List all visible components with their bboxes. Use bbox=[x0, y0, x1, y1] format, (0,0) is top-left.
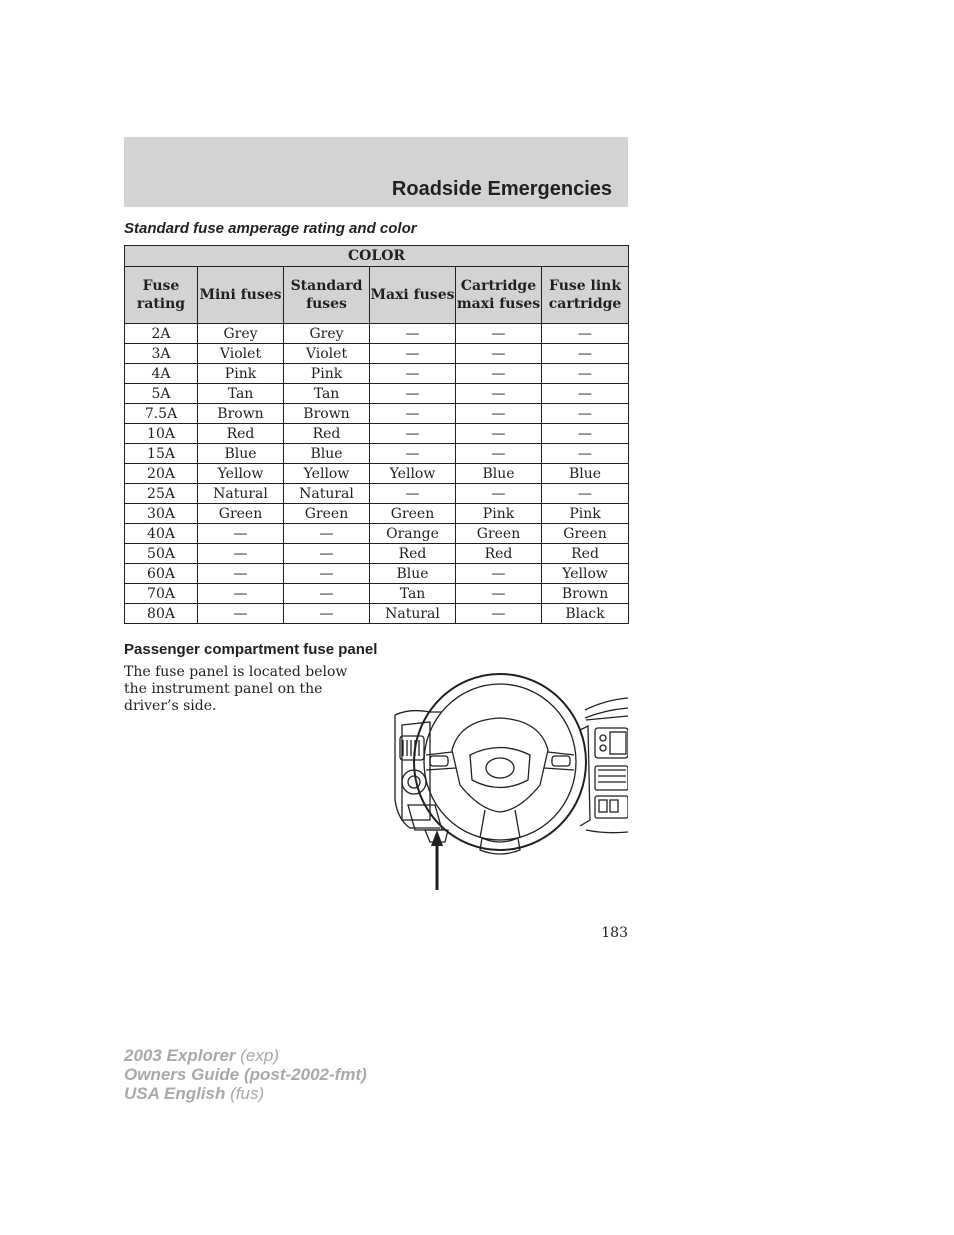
footer-guide: Owners Guide (post-2002-fmt) bbox=[124, 1065, 367, 1084]
table-cell: — bbox=[198, 584, 284, 604]
table-row bbox=[125, 364, 629, 384]
table-cell: — bbox=[542, 484, 629, 504]
table-row bbox=[125, 484, 629, 504]
table-cell: — bbox=[456, 364, 542, 384]
table-cell: 50A bbox=[125, 544, 198, 564]
table-cell: — bbox=[198, 544, 284, 564]
footer-line-2 bbox=[124, 1065, 367, 1084]
table-cell: Tan bbox=[284, 384, 370, 404]
table-cell: Natural bbox=[370, 604, 456, 624]
table-cell: 60A bbox=[125, 564, 198, 584]
table-cell: Red bbox=[198, 424, 284, 444]
table-row bbox=[125, 384, 629, 404]
table-row bbox=[125, 324, 629, 344]
table-cell: — bbox=[370, 404, 456, 424]
column-header: Standard fuses bbox=[284, 267, 370, 324]
table-cell: — bbox=[284, 564, 370, 584]
table-cell: — bbox=[542, 404, 629, 424]
table-cell: 20A bbox=[125, 464, 198, 484]
table-cell: Pink bbox=[284, 364, 370, 384]
table-cell: 25A bbox=[125, 484, 198, 504]
table-row bbox=[125, 464, 629, 484]
table-cell: — bbox=[542, 424, 629, 444]
table-row bbox=[125, 344, 629, 364]
table-cell: — bbox=[370, 384, 456, 404]
table-cell: 40A bbox=[125, 524, 198, 544]
table-cell: Green bbox=[542, 524, 629, 544]
table-cell: Red bbox=[284, 424, 370, 444]
table-cell: Yellow bbox=[370, 464, 456, 484]
column-header: Cartridge maxi fuses bbox=[456, 267, 542, 324]
table-cell: — bbox=[198, 604, 284, 624]
table-cell: — bbox=[456, 424, 542, 444]
table-cell: Blue bbox=[542, 464, 629, 484]
color-header: COLOR bbox=[125, 246, 629, 267]
fuse-color-table bbox=[124, 245, 629, 624]
table-cell: Orange bbox=[370, 524, 456, 544]
table-cell: Red bbox=[456, 544, 542, 564]
footer-model: 2003 Explorer bbox=[124, 1046, 236, 1065]
table-cell: 80A bbox=[125, 604, 198, 624]
table-row bbox=[125, 504, 629, 524]
panel-description: The fuse panel is located below the instrument panel on the driver’s side. bbox=[124, 664, 348, 714]
table-cell: — bbox=[198, 524, 284, 544]
table-cell: Violet bbox=[284, 344, 370, 364]
table-cell: — bbox=[456, 344, 542, 364]
table-cell: Natural bbox=[284, 484, 370, 504]
table-cell: 7.5A bbox=[125, 404, 198, 424]
table-row bbox=[125, 444, 629, 464]
table-cell: — bbox=[542, 384, 629, 404]
column-header: Mini fuses bbox=[198, 267, 284, 324]
table-cell: Yellow bbox=[284, 464, 370, 484]
table-cell: — bbox=[456, 584, 542, 604]
section-header-band bbox=[124, 137, 628, 207]
table-cell: 2A bbox=[125, 324, 198, 344]
column-header: Maxi fuses bbox=[370, 267, 456, 324]
section-title: Roadside Emergencies bbox=[391, 178, 612, 200]
table-cell: — bbox=[456, 384, 542, 404]
table-cell: — bbox=[456, 604, 542, 624]
page-number: 183 bbox=[601, 925, 628, 941]
table-cell: 70A bbox=[125, 584, 198, 604]
table-cell: — bbox=[456, 444, 542, 464]
table-cell: Blue bbox=[284, 444, 370, 464]
table-cell: 30A bbox=[125, 504, 198, 524]
table-cell: — bbox=[542, 444, 629, 464]
table-cell: Grey bbox=[284, 324, 370, 344]
table-cell: Red bbox=[370, 544, 456, 564]
table-cell: 5A bbox=[125, 384, 198, 404]
table-cell: Green bbox=[198, 504, 284, 524]
table-cell: 3A bbox=[125, 344, 198, 364]
footer-language-code: (fus) bbox=[230, 1084, 265, 1103]
footer-line-3 bbox=[124, 1084, 367, 1103]
steering-wheel-illustration bbox=[390, 670, 628, 892]
table-cell: 15A bbox=[125, 444, 198, 464]
table-cell: — bbox=[542, 324, 629, 344]
table-cell: Blue bbox=[456, 464, 542, 484]
table-cell: — bbox=[284, 524, 370, 544]
table-cell: — bbox=[370, 424, 456, 444]
column-header: Fuse link cartridge bbox=[542, 267, 629, 324]
table-cell: — bbox=[370, 484, 456, 504]
table-row bbox=[125, 524, 629, 544]
table-cell: Yellow bbox=[542, 564, 629, 584]
table-cell: — bbox=[370, 444, 456, 464]
footer-line-1 bbox=[124, 1046, 367, 1065]
panel-heading: Passenger compartment fuse panel bbox=[124, 641, 378, 658]
table-cell: Pink bbox=[198, 364, 284, 384]
table-heading: Standard fuse amperage rating and color bbox=[124, 220, 417, 237]
table-cell: Brown bbox=[198, 404, 284, 424]
table-row bbox=[125, 564, 629, 584]
column-header: Fuse rating bbox=[125, 267, 198, 324]
table-cell: Blue bbox=[370, 564, 456, 584]
table-cell: — bbox=[456, 404, 542, 424]
table-cell: Pink bbox=[542, 504, 629, 524]
table-cell: Green bbox=[284, 504, 370, 524]
table-cell: — bbox=[370, 324, 456, 344]
document-footer bbox=[124, 1046, 367, 1103]
table-cell: Blue bbox=[198, 444, 284, 464]
footer-language: USA English bbox=[124, 1084, 226, 1103]
table-cell: — bbox=[456, 484, 542, 504]
table-cell: — bbox=[198, 564, 284, 584]
table-row bbox=[125, 404, 629, 424]
footer-model-code: (exp) bbox=[240, 1046, 279, 1065]
table-cell: Grey bbox=[198, 324, 284, 344]
table-cell: 4A bbox=[125, 364, 198, 384]
table-cell: Tan bbox=[198, 384, 284, 404]
table-cell: Black bbox=[542, 604, 629, 624]
table-cell: Brown bbox=[284, 404, 370, 424]
table-row bbox=[125, 424, 629, 444]
table-cell: Natural bbox=[198, 484, 284, 504]
table-cell: — bbox=[370, 344, 456, 364]
table-cell: Violet bbox=[198, 344, 284, 364]
table-cell: Brown bbox=[542, 584, 629, 604]
table-cell: Yellow bbox=[198, 464, 284, 484]
table-cell: — bbox=[370, 364, 456, 384]
table-row bbox=[125, 544, 629, 564]
table-cell: Red bbox=[542, 544, 629, 564]
table-cell: — bbox=[284, 604, 370, 624]
table-row bbox=[125, 584, 629, 604]
table-cell: — bbox=[542, 364, 629, 384]
table-cell: — bbox=[284, 544, 370, 564]
table-cell: Tan bbox=[370, 584, 456, 604]
table-cell: Green bbox=[456, 524, 542, 544]
table-row bbox=[125, 604, 629, 624]
table-cell: — bbox=[456, 324, 542, 344]
table-cell: — bbox=[542, 344, 629, 364]
table-cell: Green bbox=[370, 504, 456, 524]
table-cell: — bbox=[284, 584, 370, 604]
table-cell: — bbox=[456, 564, 542, 584]
table-cell: 10A bbox=[125, 424, 198, 444]
table-cell: Pink bbox=[456, 504, 542, 524]
